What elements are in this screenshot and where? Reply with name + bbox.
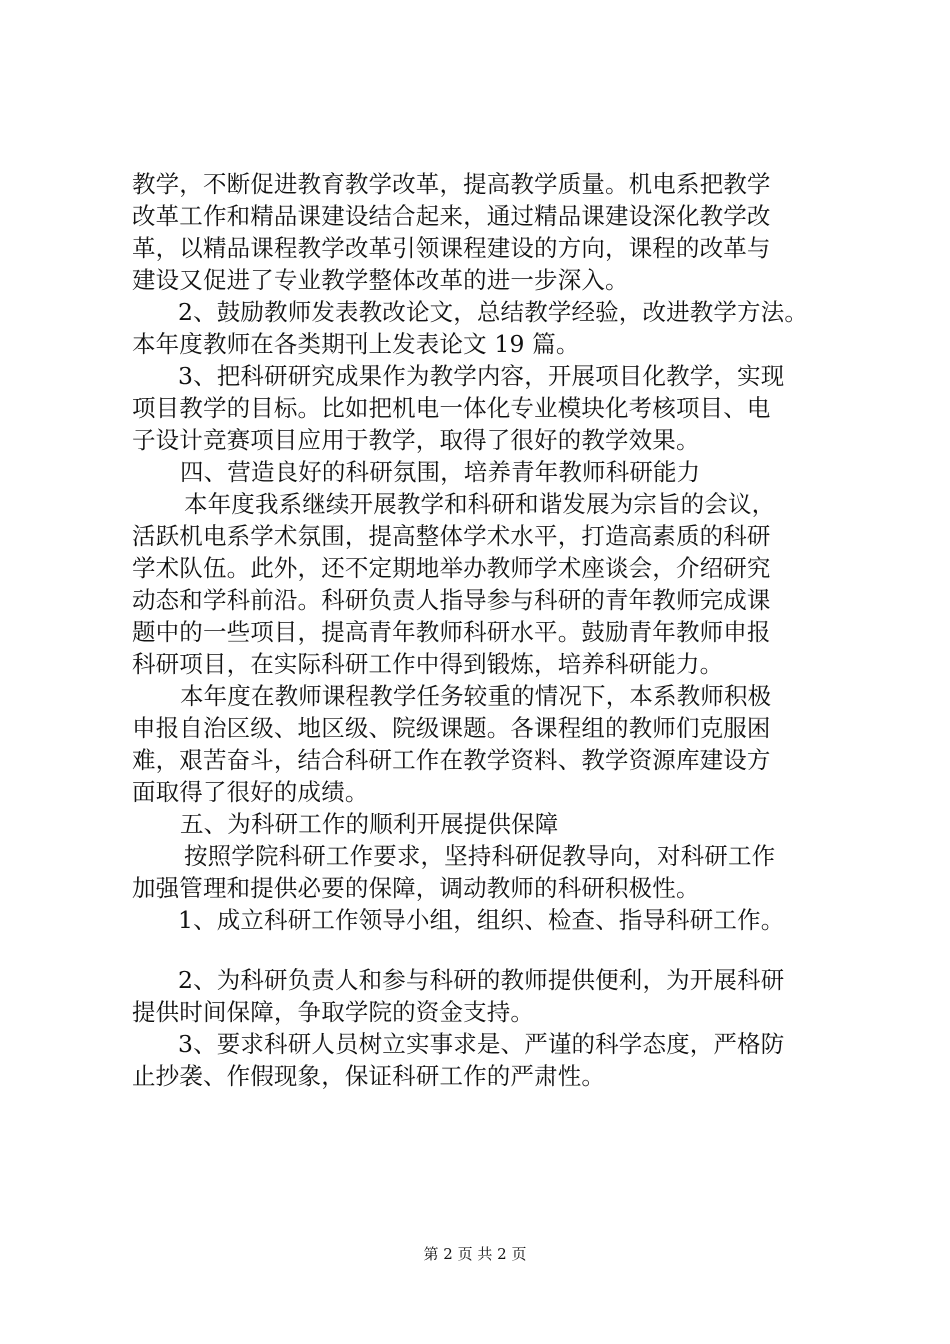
text-line: 1、成立科研工作领导小组，组织、检查、指导科研工作。 xyxy=(178,906,785,934)
text-line: 本年度教师在各类期刊上发表论文 19 篇。 xyxy=(132,330,580,358)
text-line: 本年度在教师课程教学任务较重的情况下，本系教师积极 xyxy=(180,682,772,710)
text-line: 项目教学的目标。比如把机电一体化专业模块化考核项目、电 xyxy=(132,394,771,422)
text-line: 学术队伍。此外，还不定期地举办教师学术座谈会，介绍研究 xyxy=(132,554,771,582)
text-line: 活跃机电系学术氛围，提高整体学术水平，打造高素质的科研 xyxy=(132,522,771,550)
page-footer: 第 2 页 共 2 页 xyxy=(423,1245,527,1263)
text-line: 申报自治区级、地区级、院级课题。各课程组的教师们克服困 xyxy=(132,714,771,742)
text-line: 教学，不断促进教育教学改革，提高教学质量。机电系把教学 xyxy=(132,170,771,198)
text-line: 本年度我系继续开展教学和科研和谐发展为宗旨的会议， xyxy=(184,490,776,518)
text-line: 革，以精品课程教学改革引领课程建设的方向，课程的改革与 xyxy=(132,234,771,262)
paragraph-gap xyxy=(132,936,838,964)
text-line: 难，艰苦奋斗，结合科研工作在教学资料、教学资源库建设方 xyxy=(132,746,771,774)
text-line: 3、要求科研人员树立实事求是、严谨的科学态度，严格防 xyxy=(178,1030,785,1058)
text-line: 建设又促进了专业教学整体改革的进一步深入。 xyxy=(132,266,629,294)
text-line: 按照学院科研工作要求，坚持科研促教导向，对科研工作 xyxy=(184,842,776,870)
text-line: 3、把科研研究成果作为教学内容，开展项目化教学，实现 xyxy=(178,362,785,390)
section-heading: 五、为科研工作的顺利开展提供保障 xyxy=(180,810,559,838)
text-line: 题中的一些项目，提高青年教师科研水平。鼓励青年教师申报 xyxy=(132,618,771,646)
section-heading: 四、营造良好的科研氛围，培养青年教师科研能力 xyxy=(180,458,701,486)
text-line: 提供时间保障，争取学院的资金支持。 xyxy=(132,998,535,1026)
text-line: 改革工作和精品课建设结合起来，通过精品课建设深化教学改 xyxy=(132,202,771,230)
text-line: 止抄袭、作假现象，保证科研工作的严肃性。 xyxy=(132,1062,605,1090)
text-line: 加强管理和提供必要的保障，调动教师的科研积极性。 xyxy=(132,874,700,902)
text-line: 面取得了很好的成绩。 xyxy=(132,778,369,806)
text-line: 动态和学科前沿。科研负责人指导参与科研的青年教师完成课 xyxy=(132,586,771,614)
text-line: 子设计竞赛项目应用于教学，取得了很好的教学效果。 xyxy=(132,426,700,454)
text-line: 2、为科研负责人和参与科研的教师提供便利，为开展科研 xyxy=(178,966,785,994)
text-line: 2、鼓励教师发表教改论文，总结教学经验，改进教学方法。 xyxy=(178,298,809,326)
document-body xyxy=(132,168,838,1092)
text-line: 科研项目，在实际科研工作中得到锻炼，培养科研能力。 xyxy=(132,650,724,678)
